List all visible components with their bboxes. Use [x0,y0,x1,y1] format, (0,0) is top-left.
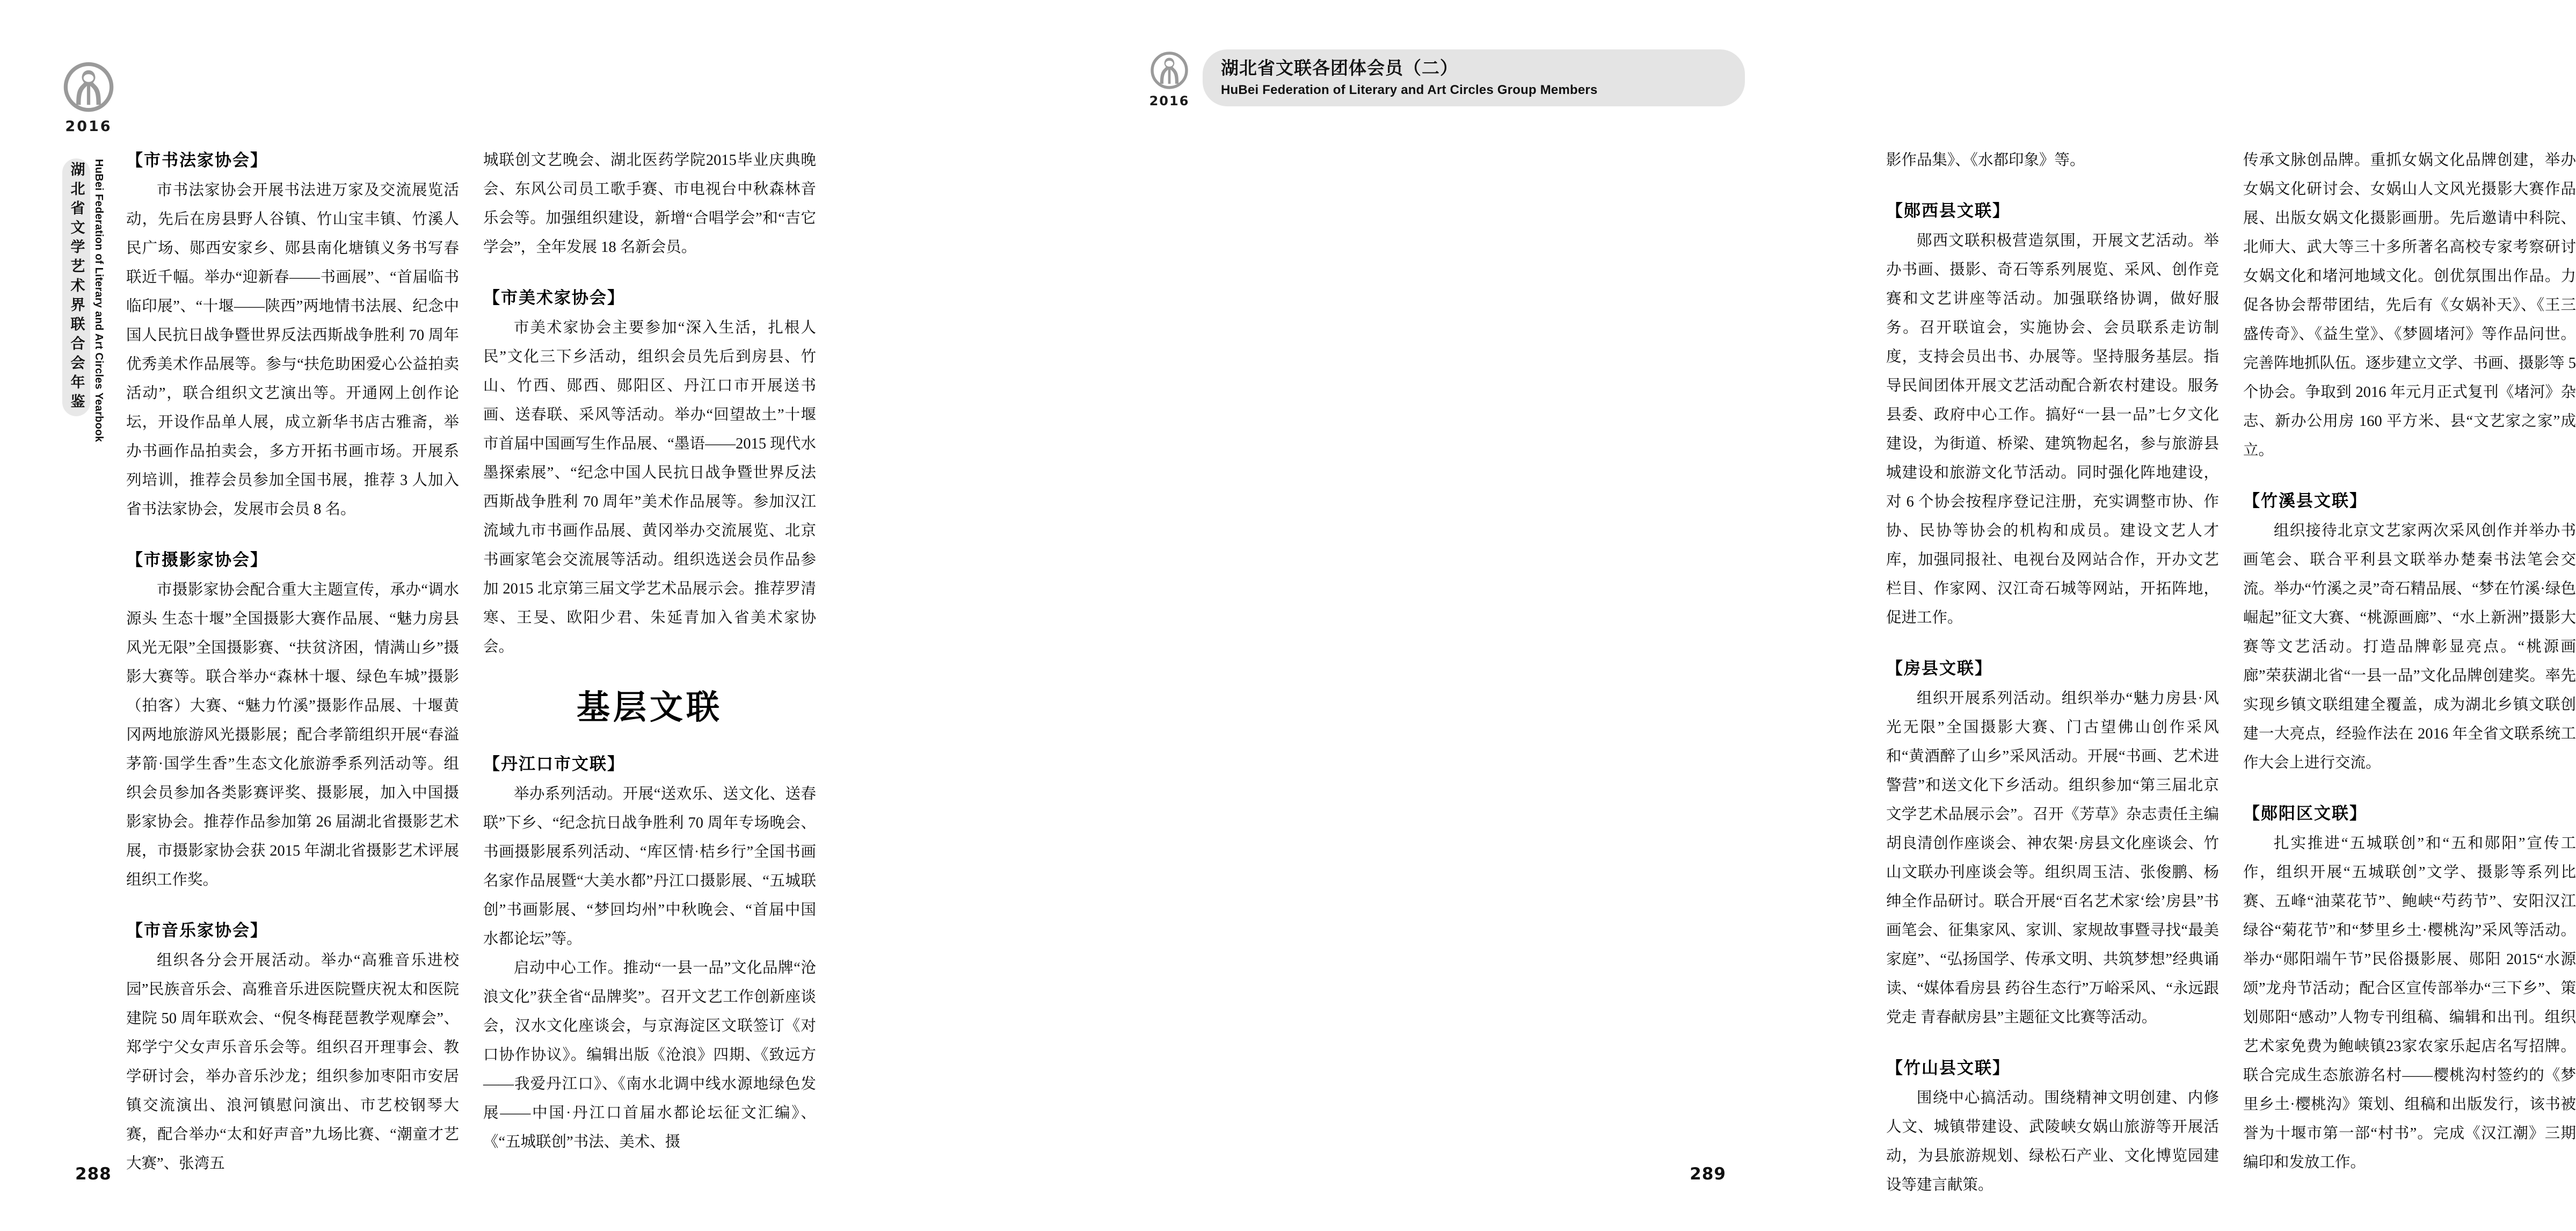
text-column-2 [483,146,816,1157]
page-number-right: 289 [1690,1164,1726,1184]
running-header [1144,49,1745,108]
text-column-3 [1886,146,2219,1200]
body-paragraph-continued: 城联创文艺晚会、湖北医药学院2015毕业庆典晚会、东风公司员工歌手赛、市电视台中秋森林音乐会等。加强组织建设，新增“合唱学会”和“吉它学会”，全年发展 18 名新会员。 [483,152,816,256]
section-title: 【丹江口市文联】 [483,755,625,774]
body-paragraph: 启动中心工作。推动“一县一品”文化品牌“沧浪文化”获全省“品牌奖”。召开文艺工作创新座谈会，汉水文化座谈会，与京海淀区文联签订《对口协作协议》。编辑出版《沧浪》四期、《致远方——我爱丹江口》、《南水北调中线水源地绿色发展——中国·丹江口首届水都论坛征文汇编》、《“五城联创”书法、美术、摄 [483,960,816,1151]
body-paragraph: 市书法家协会开展书法进万家及交流展览活动，先后在房县野人谷镇、竹山宝丰镇、竹溪人民广场、郧西安家乡、郧县南化塘镇义务书写春联近千幅。举办“迎新春——书画展”、“首届临书临印展”、“十堰——陕西”两地情书法展、纪念中国人民抗日战争暨世界反法西斯战争胜利 70 周年优秀美术作品展等。参与“扶危助困爱心公益拍卖活动”，联合组织文艺演出等。开通网上创作论坛，开设作品单人展，成立新华书店古雅斋，举办书画作品拍卖会，多方开拓书画市场。开展系列培训，推荐会员参加全国书展，推荐 3 人加入省书法家协会，发展市会员 8 名。 [126,182,459,518]
body-paragraph-continued: 影作品集》、《水都印象》等。 [1886,152,2085,169]
section-title: 【郧西县文联】 [1886,201,2010,220]
text-column-4 [2243,146,2576,1177]
page-number-left: 288 [75,1164,112,1184]
body-paragraph: 组织开展系列活动。组织举办“魅力房县·风光无限”全国摄影大赛、门古望佛山创作采风和“黄酒醉了山乡”采风活动。开展“书画、艺术进警营”和送文化下乡活动。组织参加“第三届北京文学艺术品展示会”。召开《芳草》杂志责任主编胡良清创作座谈会、神农架·房县文化座谈会、竹山文联办刊座谈会等。组织周玉洁、张俊鹏、杨绅全作品研讨。联合开展“百名艺术家‘绘’房县”书画笔会、征集家风、家训、家规故事暨寻找“最美家庭”、“弘扬国学、传承文明、共筑梦想”经典诵读、“媒体看房县 药谷生态行”万峪采风、“永远跟党走 青春献房县”主题征文比赛等活动。 [1886,690,2219,1026]
spine-title-en: HuBei Federation of Literary and Art Circles Yearbook [93,159,105,443]
federation-emblem-icon [1148,49,1190,91]
section-title: 【市书法家协会】 [126,151,268,170]
body-paragraph: 郧西文联积极营造氛围，开展文艺活动。举办书画、摄影、奇石等系列展览、采风、创作竞赛和文艺讲座等活动。加强联络协调，做好服务。召开联谊会，实施协会、会员联系走访制度，支持会员出书、办展等。坚持服务基层。指导民间团体开展文艺活动配合新农村建设。服务县委、政府中心工作。搞好“一县一品”七夕文化建设，为街道、桥梁、建筑物起名，参与旅游县城建设和旅游文化节活动。同时强化阵地建设，对 6 个协会按程序登记注册，充实调整市协、作协、民协等协会的机构和成员。建设文艺人才库，加强同报社、电视台及网站合作，开办文艺栏目、作家网、汉江奇石城等网站，开拓阵地，促进工作。 [1886,233,2219,626]
body-paragraph: 围绕中心搞活动。围绕精神文明创建、内修人文、城镇带建设、武陵峡女娲山旅游等开展活动，为县旅游规划、绿松石产业、文化博览园建设等建言献策。 [1886,1090,2219,1193]
section-title: 【郧阳区文联】 [2243,804,2367,823]
section-title: 【竹山县文联】 [1886,1059,2010,1077]
page-left [0,0,901,1231]
spine-tab [62,158,90,416]
spine-title-cn: 湖北省文学艺术界联合会年鉴 [68,162,85,413]
body-paragraph: 组织接待北京文艺家两次采风创作并举办书画笔会、联合平利县文联举办楚秦书法笔会交流。举办“竹溪之灵”奇石精品展、“梦在竹溪·绿色崛起”征文大赛、“桃源画廊”、“水上新洲”摄影大赛等文艺活动。打造品牌彰显亮点。“桃源画廊”荣获湖北省“一县一品”文化品牌创建奖。率先实现乡镇文联组建全覆盖，成为湖北乡镇文联创建一大亮点，经验作法在 2016 年全省文联系统工作大会上进行交流。 [2243,523,2576,771]
section-title: 【竹溪县文联】 [2243,491,2367,510]
body-paragraph: 扎实推进“五城联创”和“五和郧阳”宣传工作，组织开展“五城联创”文学、摄影等系列比赛、五峰“油菜花节”、鲍峡“芍药节”、安阳汉江绿谷“菊花节”和“梦里乡土·樱桃沟”采风等活动。举办“郧阳端午节”民俗摄影展、郧阳 2015“水源颂”龙舟节活动；配合区宣传部举办“三下乡”、策划郧阳“感动”人物专刊组稿、编辑和出刊。组织艺术家免费为鲍峡镇23家农家乐起店名写招牌。联合完成生态旅游名村——樱桃沟村签约的《梦里乡土·樱桃沟》策划、组稿和出版发行，该书被誉为十堰市第一部“村书”。完成《汉江潮》三期编印和发放工作。 [2243,835,2576,1171]
body-paragraph-continued: 传承文脉创品牌。重抓女娲文化品牌创建，举办女娲文化研讨会、女娲山人文风光摄影大赛作品展、出版女娲文化摄影画册。先后邀请中科院、北师大、武大等三十多所著名高校专家考察研讨女娲文化和堵河地域文化。创优氛围出作品。力促各协会帮带团结，先后有《女娲补天》、《王三盛传奇》、《益生堂》、《梦圆堵河》等作品问世。完善阵地抓队伍。逐步建立文学、书画、摄影等 5 个协会。争取到 2016 年元月正式复刊《堵河》杂志、新办公用房 160 平方米、县“文艺家之家”成立。 [2243,152,2576,459]
section-title: 【市摄影家协会】 [126,551,268,569]
body-paragraph: 市摄影家协会配合重大主题宣传，承办“调水源头 生态十堰”全国摄影大赛作品展、“魅力房县风光无限”全国摄影赛、“扶贫济困，情满山乡”摄影大赛等。联合举办“森林十堰、绿色车城”摄影（拍客）大赛、“魅力竹溪”摄影作品展、十堰黄冈两地旅游风光摄影展；配合孝箭组织开展“春溢茅箭·国学生香”生态文化旅游季系列活动等。组织会员参加各类影赛评奖、摄影展，加入中国摄影家协会。推荐作品参加第 26 届湖北省摄影艺术展，市摄影家协会获 2015 年湖北省摄影艺术评展组织工作奖。 [126,582,459,888]
body-paragraph: 组织各分会开展活动。举办“高雅音乐进校园”民族音乐会、高雅音乐进医院暨庆祝太和医院建院 50 周年联欢会、“倪冬梅琵琶教学观摩会”、郑学宁父女声乐音乐会等。组织召开理事会、教学研讨会，举办音乐沙龙；组织参加枣阳市安居镇交流演出、浪河镇慰问演出、市艺校钢琴大赛，配合举办“太和好声音”九场比赛、“潮童才艺大赛”、张湾五 [126,952,459,1172]
book-logo-year: 2016 [65,118,112,135]
major-section-heading: 基层文联 [576,690,723,726]
body-paragraph: 市美术家协会主要参加“深入生活，扎根人民”文化三下乡活动，组织会员先后到房县、竹山、竹西、郧西、郧阳区、丹江口市开展送书画、送春联、采风等活动。举办“回望故土”十堰市首届中国画写生作品展、“墨语——2015 现代水墨探索展”、“纪念中国人民抗日战争暨世界反法西斯战争胜利 70 周年”美术作品展等。参加汉江流域九市书画作品展、黄冈举办交流展览、北京书画家笔会交流展等活动。组织选送会员作品参加 2015 北京第三届文学艺术品展示会。推荐罗清寒、王旻、欧阳少君、朱延青加入省美术家协会。 [483,320,816,655]
section-title: 【市美术家协会】 [483,288,625,307]
header-year: 2016 [1149,93,1190,108]
header-logo-block [1144,49,1195,108]
header-title-cn: 湖北省文联各团体会员（二） [1221,59,1458,78]
section-title: 【市音乐家协会】 [126,921,268,940]
text-column-1 [126,146,459,1178]
header-title-en: HuBei Federation of Literary and Art Circles Group Members [1221,82,1598,97]
header-title-bar [1203,49,1745,106]
book-logo-block [56,59,121,135]
federation-emblem-icon [61,59,117,115]
section-title: 【房县文联】 [1886,659,1992,678]
body-paragraph: 举办系列活动。开展“送欢乐、送文化、送春联”下乡、“纪念抗日战争胜利 70 周年专场晚会、书画摄影展系列活动、“库区情·桔乡行”全国书画名家作品展暨“大美水都”丹江口摄影展、“五城联创”书画影展、“梦回均州”中秋晚会、“首届中国水都论坛”等。 [483,786,816,948]
page-right [901,0,2576,1231]
